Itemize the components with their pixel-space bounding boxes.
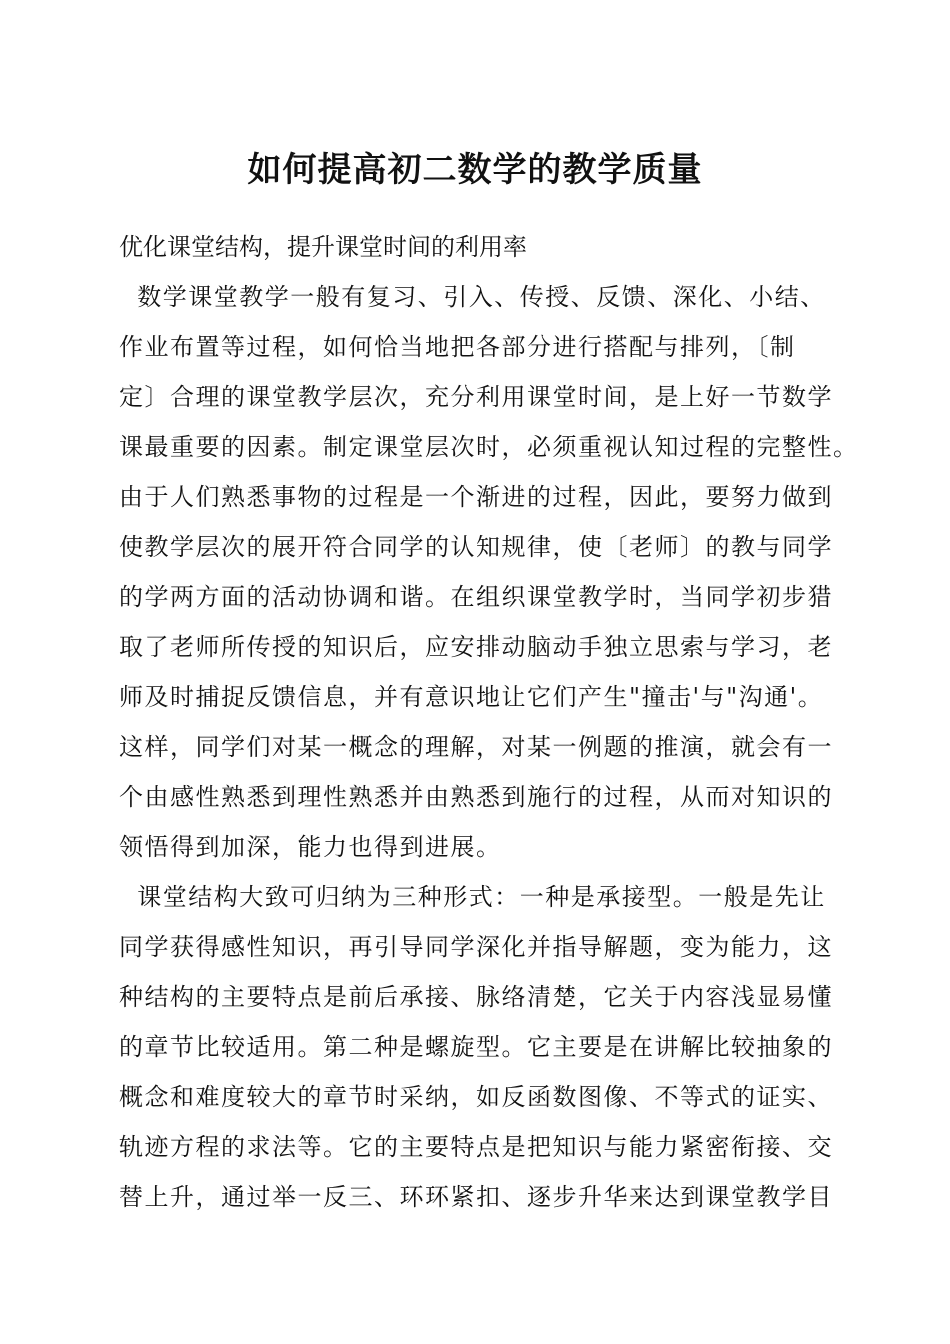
document-title: 如何提高初二数学的教学质量 (247, 150, 703, 190)
paragraph-line: 师及时捕捉反馈信息，并有意识地让它们产生"撞击'与"沟通'。 (119, 683, 824, 711)
paragraph-line: 由于人们熟悉事物的过程是一个渐进的过程，因此，要努力做到 (119, 483, 833, 511)
paragraph-line: 轨迹方程的求法等。它的主要特点是把知识与能力紧密衔接、交 (119, 1133, 833, 1161)
paragraph-line: 的学两方面的活动协调和谐。在组织课堂教学时，当同学初步猎 (119, 583, 833, 611)
paragraph-line: 种结构的主要特点是前后承接、脉络清楚，它关于内容浅显易懂 (119, 983, 833, 1011)
paragraph-line: 概念和难度较大的章节时采纳，如反函数图像、不等式的证实、 (119, 1083, 833, 1111)
paragraph-line: 课堂结构大致可归纳为三种形式：一种是承接型。一般是先让 (119, 883, 826, 911)
paragraph-line: 这样，同学们对某一概念的理解，对某一例题的推演，就会有一 (119, 733, 833, 761)
paragraph-line: 的章节比较适用。第二种是螺旋型。它主要是在讲解比较抽象的 (119, 1033, 833, 1061)
paragraph-line: 作业布置等过程，如何恰当地把各部分进行搭配与排列，〔制 (119, 333, 796, 361)
paragraph-line: 领悟得到加深，能力也得到进展。 (119, 833, 502, 861)
paragraph-line: 个由感性熟悉到理性熟悉并由熟悉到施行的过程，从而对知识的 (119, 783, 833, 811)
paragraph-line: 同学获得感性知识，再引导同学深化并指导解题，变为能力，这 (119, 933, 833, 961)
paragraph-line: 课最重要的因素。制定课堂层次时，必须重视认知过程的完整性。 (119, 433, 859, 461)
paragraph-line: 取了老师所传授的知识后，应安排动脑动手独立思索与学习，老 (119, 633, 833, 661)
section-heading: 优化课堂结构，提升课堂时间的利用率 (119, 233, 527, 261)
paragraph-line: 替上升，通过举一反三、环环紧扣、逐步升华来达到课堂教学目 (119, 1183, 833, 1211)
paragraph-line: 数学课堂教学一般有复习、引入、传授、反馈、深化、小结、 (119, 283, 826, 311)
paragraph-line: 定〕合理的课堂教学层次，充分利用课堂时间，是上好一节数学 (119, 383, 833, 411)
paragraph-line: 使教学层次的展开符合同学的认知规律，使〔老师〕的教与同学 (119, 533, 833, 561)
